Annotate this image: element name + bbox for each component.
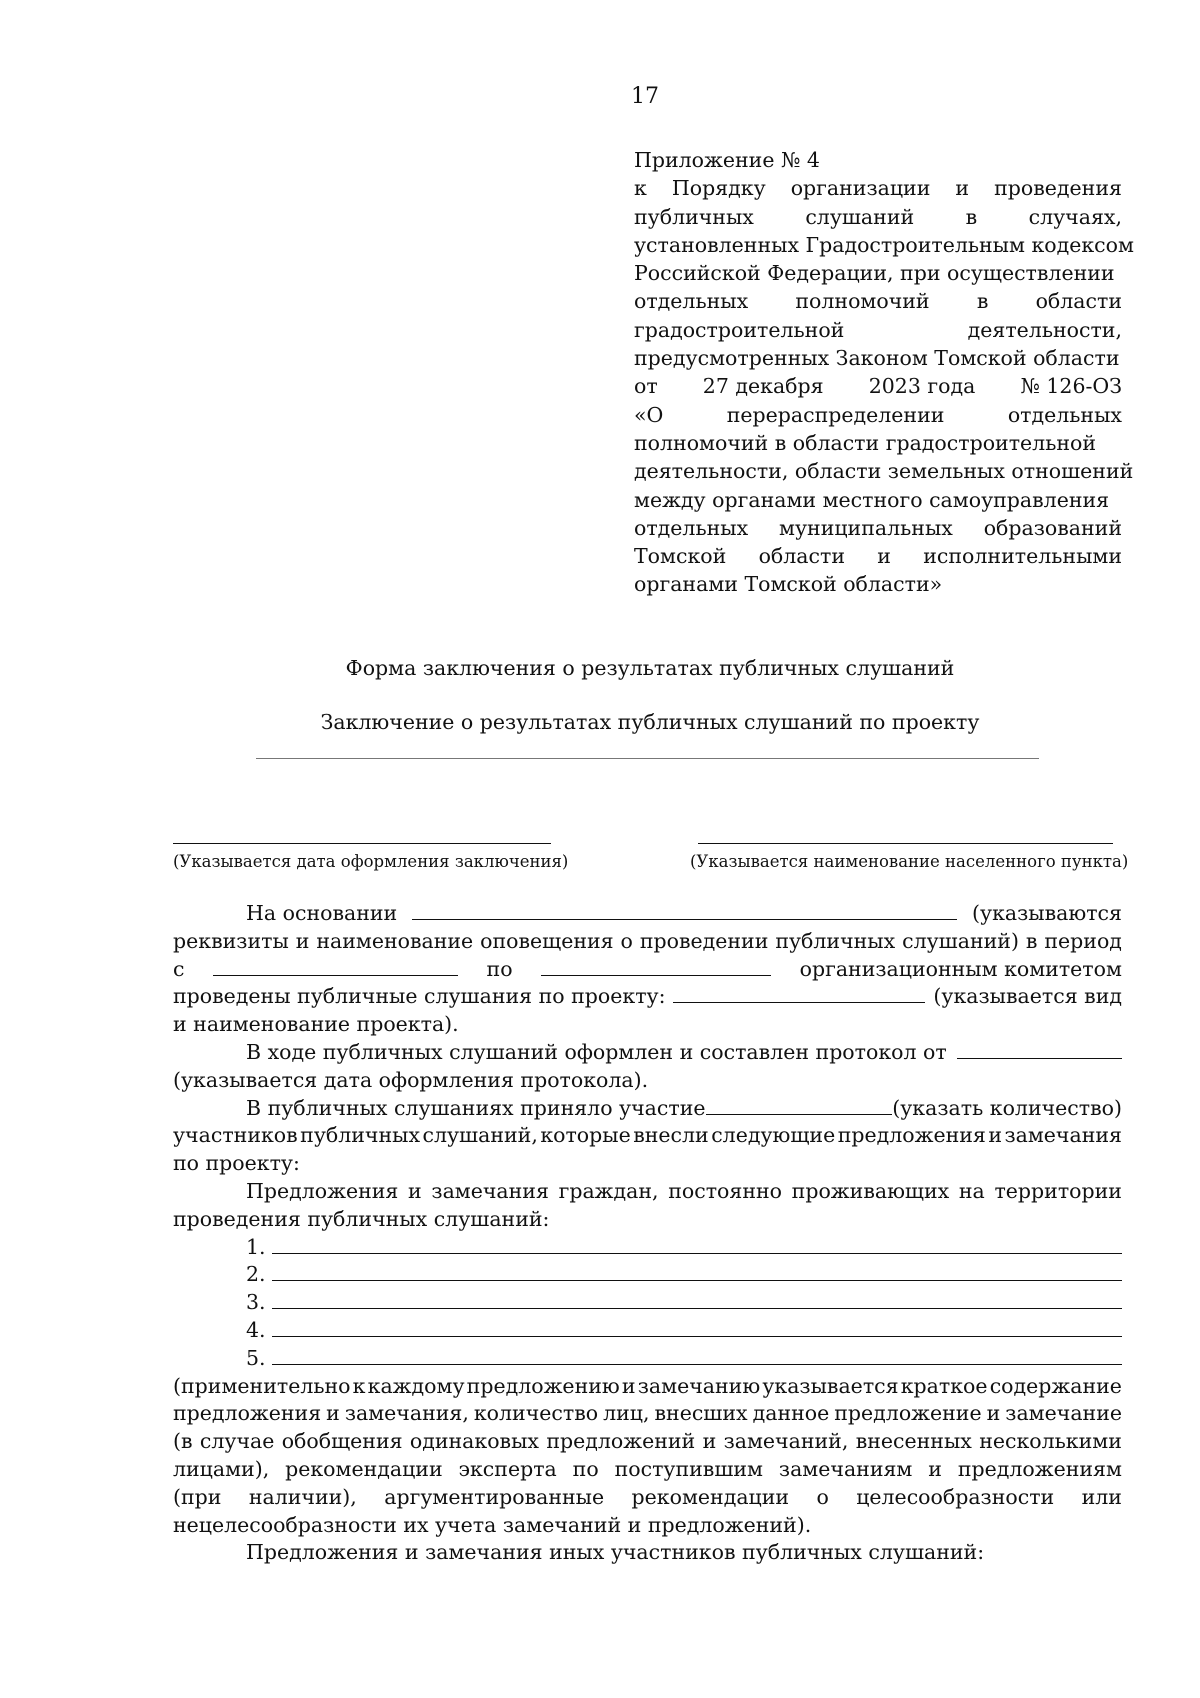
text: проведения публичных слушаний: [173, 1206, 550, 1231]
text-line [173, 1206, 1122, 1234]
word: проведении [639, 928, 769, 953]
list-blank[interactable] [272, 1235, 1122, 1254]
list-item [173, 1317, 1122, 1345]
appendix-word: предусмотренных Законом Томской области [634, 346, 1120, 371]
word: несколькими [979, 1429, 1122, 1454]
project-name-line[interactable] [256, 758, 1039, 759]
appendix-lines [634, 174, 1134, 570]
word: замечаниям [778, 1456, 913, 1481]
word: (в [173, 1429, 193, 1454]
list-number: 1. [246, 1234, 266, 1259]
text-line [173, 928, 1122, 956]
appendix-line [634, 344, 1122, 372]
appendix-word: между органами местного самоуправления [634, 487, 1110, 512]
text [173, 1484, 1122, 1512]
word: аргументированные [384, 1484, 605, 1509]
form-title: Форма заключения о результатах публичных слушаний [345, 656, 955, 680]
appendix-line [634, 401, 1122, 429]
appendix-word: деятельности, области земельных отношений [634, 459, 1134, 484]
word: и [928, 1456, 942, 1481]
conclusion-title: Заключение о результатах публичных слушаний по проекту [320, 710, 980, 734]
appendix-word: установленных Градостроительным кодексом [634, 232, 1134, 257]
list-blank[interactable] [272, 1290, 1122, 1309]
text: (указываются [972, 901, 1122, 925]
appendix-line [634, 231, 1134, 259]
word: предложения [837, 1123, 986, 1148]
word: слушаний) [902, 928, 1019, 953]
appendix-line [634, 259, 1122, 287]
project-type-blank[interactable] [673, 985, 925, 1003]
word: Предложения [246, 1178, 399, 1203]
text-line [173, 983, 1122, 1011]
word: на [958, 1178, 985, 1203]
appendix-word: муниципальных [779, 515, 953, 540]
word: или [1081, 1484, 1122, 1509]
word: случае [199, 1429, 275, 1454]
word: территории [994, 1178, 1122, 1203]
text: В ходе публичных слушаний оформлен и составлен протокол от [246, 1039, 947, 1064]
text-line [173, 1484, 1122, 1512]
text [173, 928, 1122, 956]
word: публичных [775, 928, 896, 953]
participants-count-blank[interactable] [706, 1097, 893, 1115]
list-blank[interactable] [272, 1262, 1122, 1281]
word: внесли [633, 1123, 709, 1148]
text: организационным комитетом [799, 956, 1122, 981]
appendix-word: исполнительными [923, 544, 1122, 569]
appendix-word: организации [790, 176, 931, 201]
appendix-word: публичных [634, 204, 754, 229]
word: предложение [834, 1401, 982, 1426]
word: обобщения [281, 1429, 403, 1454]
text: нецелесообразности их учета замечаний и предложений). [173, 1512, 812, 1537]
word: поступившим [614, 1456, 764, 1481]
text [173, 1428, 1122, 1456]
text [173, 1373, 1122, 1401]
appendix-word: отдельных [634, 515, 749, 540]
page-number: 17 [631, 84, 659, 109]
appendix-word: № 126-ОЗ [1020, 374, 1122, 399]
appendix-word: проведения [994, 176, 1122, 201]
appendix-word: к [634, 176, 647, 201]
word: краткое [900, 1373, 988, 1398]
list-item [173, 1261, 1122, 1289]
appendix-line [634, 287, 1122, 315]
word: указывается [762, 1373, 899, 1398]
appendix-word: и [877, 544, 891, 569]
appendix-word: в [965, 204, 978, 229]
appendix-word: «О [634, 402, 664, 427]
word: внесших [654, 1401, 748, 1426]
appendix-word: образований [983, 515, 1122, 540]
word: лиц, [603, 1401, 650, 1426]
protocol-date-blank[interactable] [957, 1041, 1122, 1059]
word: замечания [1004, 1123, 1122, 1148]
word: которые [540, 1123, 631, 1148]
text-line [173, 956, 1122, 984]
word: замечания [431, 1178, 549, 1203]
word: постоянно [668, 1178, 782, 1203]
word: реквизиты [173, 928, 289, 953]
list-blank[interactable] [272, 1346, 1122, 1365]
text: по проекту: [173, 1151, 300, 1176]
word: период [1044, 928, 1122, 953]
word: по [572, 1456, 599, 1481]
text: (указать количество) [892, 1095, 1122, 1120]
word: предложениям [957, 1456, 1122, 1481]
document-body [173, 900, 1122, 1567]
word: и [326, 1401, 340, 1426]
word: наименование [316, 928, 474, 953]
settlement-field-line[interactable] [698, 843, 1113, 844]
list-number: 2. [246, 1262, 266, 1287]
word: следующие [711, 1123, 836, 1148]
text-line [173, 1428, 1122, 1456]
appendix-line [634, 316, 1122, 344]
word: предложений [546, 1429, 696, 1454]
word: замечания, [344, 1401, 469, 1426]
period-end-blank[interactable] [541, 958, 771, 976]
text-line [173, 1095, 1122, 1123]
appendix-word: отдельных [634, 289, 749, 314]
text-line [173, 1039, 1122, 1067]
text-line [173, 1373, 1122, 1401]
appendix-word: перераспределении [726, 402, 945, 427]
text: (указывается дата оформления протокола). [173, 1067, 649, 1092]
word: эксперта [458, 1456, 557, 1481]
date-caption: (Указывается дата оформления заключения) [173, 852, 569, 871]
appendix-line [634, 570, 1122, 598]
word: о [816, 1484, 829, 1509]
word: о [620, 928, 633, 953]
text: На основании [246, 901, 398, 925]
appendix-line [634, 429, 1122, 457]
word: рекомендации [285, 1456, 443, 1481]
word: слушаний, [422, 1123, 538, 1148]
date-field-line[interactable] [173, 843, 551, 844]
appendix-word: Томской [634, 544, 727, 569]
word: к [352, 1373, 366, 1398]
period-start-blank[interactable] [213, 958, 458, 976]
text-line [173, 1539, 1122, 1567]
appendix-word: и [955, 176, 970, 201]
appendix-line [634, 514, 1122, 542]
appendix-word: градостроительной [634, 317, 845, 342]
appendix-line [634, 174, 1122, 202]
word: и [988, 1123, 1002, 1148]
text: проведены публичные слушания по проекту: [173, 984, 666, 1009]
settlement-caption: (Указывается наименование населенного пункта) [690, 852, 1129, 871]
word: участников [173, 1123, 298, 1148]
word: и [621, 1373, 636, 1398]
appendix-line [634, 457, 1134, 485]
appendix-word: области [758, 544, 845, 569]
word: (применительно [173, 1373, 351, 1398]
appendix-word: 2023 года [868, 374, 976, 399]
list-item [173, 1345, 1122, 1373]
appendix-line [634, 203, 1122, 231]
text-line [173, 1011, 1122, 1039]
word: и [702, 1429, 717, 1454]
appendix-word: 27 декабря [702, 374, 824, 399]
appendix-word: отдельных [1007, 402, 1122, 427]
text-line [173, 1122, 1122, 1150]
word: количество [473, 1401, 599, 1426]
list-number: 3. [246, 1290, 266, 1315]
list-item [173, 1234, 1122, 1262]
word: наличии), [248, 1484, 357, 1509]
text: (указывается вид [933, 984, 1122, 1009]
text-line [173, 1067, 1122, 1095]
text-line [173, 1178, 1122, 1206]
word: рекомендации [631, 1484, 790, 1509]
word: данное [752, 1401, 830, 1426]
appendix-line [634, 486, 1122, 514]
appendix-word: от [634, 374, 658, 399]
text-line [173, 900, 1122, 928]
appendix-line [634, 372, 1122, 400]
word: и [295, 928, 310, 953]
list-blank[interactable] [272, 1318, 1122, 1337]
word: замечание [1005, 1401, 1122, 1426]
appendix-word: полномочий в области градостроительной [634, 430, 1097, 455]
text: В публичных слушаниях приняло участие [246, 1095, 706, 1120]
list-number: 4. [246, 1317, 266, 1342]
word: содержание [989, 1373, 1122, 1398]
appendix-word: случаях, [1028, 204, 1122, 229]
word: публичных [300, 1123, 421, 1148]
appendix-word: Порядку [671, 176, 766, 201]
word: лицами), [173, 1456, 270, 1481]
text-line [173, 1512, 1122, 1540]
list-number: 5. [246, 1345, 266, 1370]
word: замечанию [637, 1373, 761, 1398]
appendix-block [634, 146, 1134, 599]
word: одинаковых [409, 1429, 539, 1454]
appendix-word: органами Томской области» [634, 572, 943, 597]
word: граждан, [558, 1178, 659, 1203]
text: по [486, 956, 513, 981]
text: с [173, 956, 185, 981]
appendix-title: Приложение № 4 [634, 148, 820, 172]
list-item [173, 1289, 1122, 1317]
text-line [173, 1456, 1122, 1484]
appendix-word: полномочий [795, 289, 930, 314]
text [173, 1122, 1122, 1150]
appendix-word: области [1035, 289, 1122, 314]
word: внесенных [855, 1429, 972, 1454]
appendix-word: слушаний [805, 204, 915, 229]
appendix-line [634, 542, 1122, 570]
word: в [1025, 928, 1038, 953]
text-line [173, 1150, 1122, 1178]
word: проживающих [791, 1178, 950, 1203]
appendix-word: деятельности, [967, 317, 1122, 342]
word: замечаний, [723, 1429, 849, 1454]
word: и [986, 1401, 1001, 1426]
word: оповещения [480, 928, 614, 953]
word: предложению [466, 1373, 620, 1398]
text: Предложения и замечания иных участников публичных слушаний: [246, 1540, 985, 1565]
appendix-word: в [976, 289, 989, 314]
word: целесообразности [856, 1484, 1055, 1509]
appendix-word: Российской Федерации, при осуществлении [634, 261, 1115, 286]
word: (при [173, 1484, 222, 1509]
word: каждому [367, 1373, 465, 1398]
word: и [408, 1178, 422, 1203]
text [246, 1178, 1122, 1206]
word: предложения [173, 1401, 322, 1426]
text: и наименование проекта). [173, 1012, 459, 1037]
text [173, 1400, 1122, 1428]
notice-details-blank[interactable] [412, 902, 957, 920]
text-line [173, 1400, 1122, 1428]
text [173, 1456, 1122, 1484]
